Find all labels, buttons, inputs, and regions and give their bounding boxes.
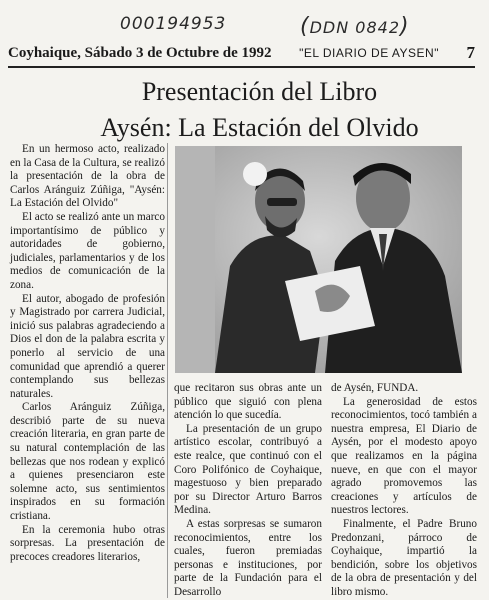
column-divider — [167, 143, 168, 598]
archive-number-handwritten: 000194953 — [120, 14, 227, 34]
paragraph: de Aysén, FUNDA. — [331, 382, 419, 394]
close-paren: ) — [400, 14, 410, 39]
paragraph: que recitaron sus obras ante un público que siguió con plena atención lo que sucedía. — [174, 382, 322, 422]
paragraph: Carlos Aránguiz Zúñiga, describió parte de su nueva creación literaria, en gran parte de su natural contemplación de las bellezas que nos rodean y explicó a quienes presenciaron este solemne acto, sus sentimientos inspirados en su formación cristiana. — [10, 401, 165, 523]
page-header — [8, 42, 475, 64]
paragraph: En la ceremonia hubo otras sorpresas. La presentación de precoces creadores literarios, — [10, 523, 165, 563]
article-photo — [175, 146, 462, 373]
article-column-3 — [331, 382, 477, 600]
headline-line-2: Aysén: La Estación del Olvido — [100, 113, 419, 142]
headline-line-1: Presentación del Libro — [141, 77, 378, 106]
paragraph: A estas sorpresas se sumaron reconocimientos, entre los cuales, fueron premiadas personas e instituciones, por parte de la Fundación para el Desarrollo — [174, 517, 322, 598]
newspaper-name: "EL DIARIO DE AYSEN" — [299, 46, 439, 60]
archive-code-handwritten — [300, 14, 410, 39]
paragraph: El autor, abogado de profesión y Magistrado por carrera Judicial, inició sus palabras agradeciendo a Dios el don de la palabra escrita y ponerlo al servicio de una comunidad que aprendió a querer contemplando sus bellezas naturales. — [10, 292, 165, 400]
location-date: Coyhaique, Sábado 3 de Octubre de 1992 — [8, 44, 272, 61]
paragraph: Finalmente, el Padre Bruno Predonzani, párroco de Coyhaique, impartió la bendición, sobre los objetivos de la obra de presentación y del libro mismo. — [331, 517, 477, 598]
paragraph: El acto se realizó ante un marco importantísimo de público y autoridades de gobierno, judiciales, parlamentarios y de los medios de comunicación de la zona. — [10, 210, 165, 291]
article-column-1 — [10, 143, 165, 598]
paragraph: En un hermoso acto, realizado en la Casa de la Cultura, se realizó la presentación de la obra de Carlos Aránguiz Zúñiga, "Aysén: La Estación del Olvido" — [10, 143, 165, 210]
paragraph: La presentación de un grupo artístico escolar, contribuyó a este realce, que continuó con el Coro Polifónico de Coyhaique, magestuoso y bien preparado por su Director Arturo Barros Medina. — [174, 422, 322, 517]
archive-code-text: DDN 0842 — [309, 18, 401, 37]
paragraph: La generosidad de estos reconocimientos, tocó también a nuestra empresa, El Diario de Aysén, por el modesto apoyo que realizamos en la página nueve, en que con el mayor agrado promovemos las creaciones y artículos de nuestros lectores. — [331, 395, 477, 517]
open-paren: ( — [300, 14, 310, 39]
header-rule — [8, 66, 475, 68]
page-number: 7 — [466, 43, 475, 62]
photo-two-men-embracing — [175, 146, 462, 373]
article-column-2 — [174, 382, 322, 600]
